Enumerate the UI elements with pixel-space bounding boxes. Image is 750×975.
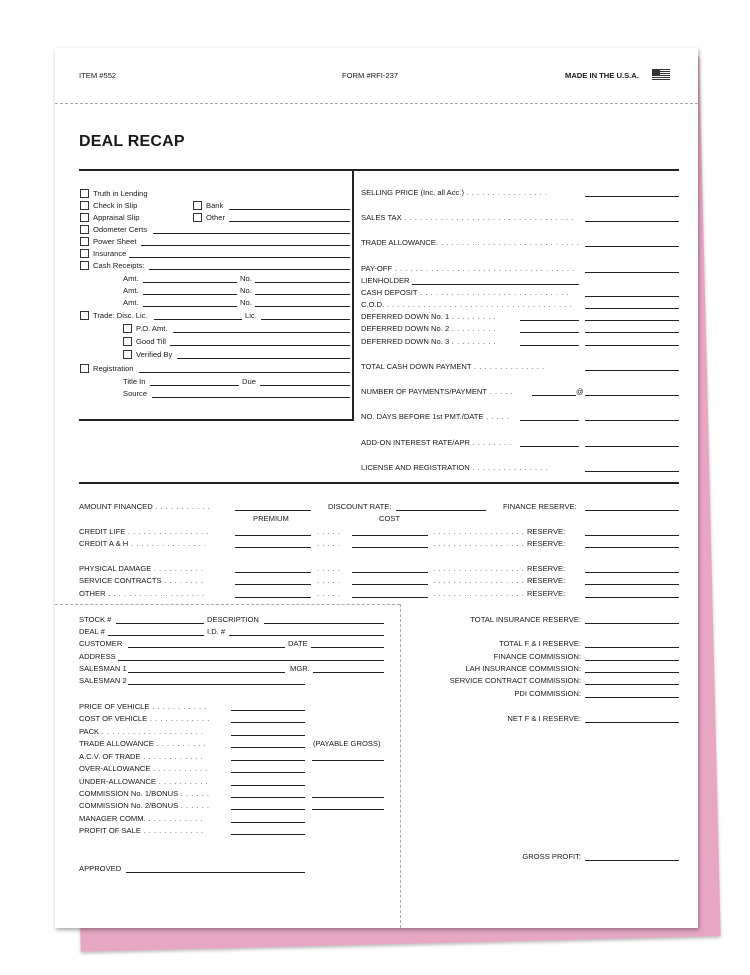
checkbox-trade[interactable] bbox=[80, 311, 89, 320]
salesman1-label: SALESMAN 1 bbox=[79, 664, 127, 673]
physical-damage-reserve-field[interactable] bbox=[585, 572, 679, 573]
registration-label: Registration bbox=[93, 364, 134, 373]
bank-field[interactable] bbox=[229, 209, 350, 210]
number-of-payments-field[interactable] bbox=[532, 395, 576, 396]
other-insurance-label: OTHER . . . . . . . . . . . . . . . . . . . bbox=[79, 589, 205, 598]
title-in-label: Title In bbox=[123, 377, 146, 386]
checkbox-truth-in-lending[interactable] bbox=[80, 189, 89, 198]
checkbox-power-sheet[interactable] bbox=[80, 237, 89, 246]
pdi-commission-label: PDI COMMISSION: bbox=[514, 689, 581, 698]
lienholder-field[interactable] bbox=[412, 284, 579, 285]
good-till-label: Good Till bbox=[136, 337, 166, 346]
physical-damage-reserve-label: . . . . . . . . . . . . . . . . . . RESERVE: bbox=[433, 564, 566, 573]
profit-of-sale-label: PROFIT OF SALE . . . . . . . . . . . . bbox=[79, 826, 204, 835]
odometer-certs-label: Odometer Certs bbox=[93, 225, 148, 234]
no-label: No. bbox=[240, 298, 252, 307]
lic-label: Lic. bbox=[245, 311, 257, 320]
service-contract-commission-label: SERVICE CONTRACT COMMISSION: bbox=[449, 676, 581, 685]
cost-heading: COST bbox=[379, 514, 401, 523]
acv-of-trade-field[interactable] bbox=[231, 760, 305, 761]
total-fi-reserve-label: TOTAL F & I RESERVE: bbox=[498, 639, 581, 648]
credit-life-reserve-field[interactable] bbox=[585, 535, 679, 536]
acv-payable-field[interactable] bbox=[312, 760, 384, 761]
trade-allowance-field[interactable] bbox=[585, 246, 679, 247]
description-field[interactable] bbox=[264, 623, 384, 624]
credit-ah-reserve-label: . . . . . . . . . . . . . . . . . . RESERVE: bbox=[433, 539, 566, 548]
sales-tax-label: SALES TAX . . . . . . . . . . . . . . . . . . . . . . . . . . . . . . . . . bbox=[361, 213, 574, 222]
odometer-certs-field[interactable] bbox=[153, 233, 350, 234]
acv-of-trade-label: A.C.V. OF TRADE . . . . . . . . . . . . bbox=[79, 752, 204, 761]
license-registration-label: LICENSE AND REGISTRATION . . . . . . . . . . . . . . . bbox=[361, 463, 549, 472]
price-of-vehicle-label: PRICE OF VEHICLE . . . . . . . . . . . bbox=[79, 702, 207, 711]
verified-by-field[interactable] bbox=[177, 358, 350, 359]
stock-field[interactable] bbox=[116, 623, 204, 624]
premium-heading: PREMIUM bbox=[253, 514, 289, 523]
cash-deposit-label: CASH DEPOSIT . . . . . . . . . . . . . . . . . . . . . . . . . . . . . bbox=[361, 288, 569, 297]
made-in-usa-label: MADE IN THE U.S.A. bbox=[565, 71, 639, 80]
good-till-field[interactable] bbox=[170, 345, 350, 346]
stock-label: STOCK # bbox=[79, 615, 112, 624]
registration-field[interactable] bbox=[139, 372, 350, 373]
cod-label: C.O.D. . . . . . . . . . . . . . . . . . . . . . . . . . . . . . . . . . . . . bbox=[361, 300, 573, 309]
deal-field[interactable] bbox=[108, 635, 204, 636]
no-label: No. bbox=[240, 274, 252, 283]
checkbox-check-in-slip[interactable] bbox=[80, 201, 89, 210]
first-payment-date-field[interactable] bbox=[585, 420, 679, 421]
finance-commission-label: FINANCE COMMISSION: bbox=[493, 652, 581, 661]
date-label: DATE bbox=[288, 639, 308, 648]
lah-insurance-commission-label: LAH INSURANCE COMMISSION: bbox=[465, 664, 581, 673]
lienholder-label: LIENHOLDER bbox=[361, 276, 410, 285]
checklist-box-divider bbox=[352, 170, 354, 420]
over-allowance-label: OVER-ALLOWANCE . . . . . . . . . . . bbox=[79, 764, 208, 773]
credit-life-cost-field[interactable] bbox=[352, 535, 428, 536]
service-contracts-premium-field[interactable] bbox=[235, 584, 311, 585]
approved-field[interactable] bbox=[126, 872, 305, 873]
id-label: I.D. # bbox=[207, 627, 226, 636]
leader-dots: . . . . . bbox=[317, 576, 341, 585]
apr-field[interactable] bbox=[585, 446, 679, 447]
deferred-down-3-date-field[interactable] bbox=[520, 345, 579, 346]
checkbox-good-till[interactable] bbox=[123, 337, 132, 346]
trade-allowance-label: TRADE ALLOWANCE. . . . . . . . . . . . . . . . . . . . . . . . . . . . bbox=[361, 238, 580, 247]
cod-field[interactable] bbox=[585, 308, 679, 309]
total-insurance-reserve-field[interactable] bbox=[585, 623, 679, 624]
finance-commission-field[interactable] bbox=[585, 660, 679, 661]
other-reserve-field[interactable] bbox=[585, 597, 679, 598]
no-days-label: NO. DAYS BEFORE 1st PMT./DATE . . . . . bbox=[361, 412, 510, 421]
amt-field-3[interactable] bbox=[143, 306, 237, 307]
checkbox-cash-receipts[interactable] bbox=[80, 261, 89, 270]
other-reserve-label: . . . . . . . . . . . . . . . . . . RESERVE: bbox=[433, 589, 566, 598]
perforation-line bbox=[55, 604, 400, 605]
deferred-down-2-field[interactable] bbox=[585, 332, 679, 333]
credit-ah-reserve-field[interactable] bbox=[585, 547, 679, 548]
no-field-1[interactable] bbox=[255, 282, 350, 283]
truth-in-lending-label: Truth in Lending bbox=[93, 189, 148, 198]
amt-label: Amt. bbox=[123, 274, 139, 283]
commission2-payable-field[interactable] bbox=[312, 809, 384, 810]
address-field[interactable] bbox=[118, 660, 384, 661]
us-flag-icon bbox=[652, 69, 670, 80]
bank-label: Bank bbox=[206, 201, 224, 210]
no-field-3[interactable] bbox=[255, 306, 350, 307]
check-in-slip-label: Check in Slip bbox=[93, 201, 138, 210]
checkbox-bank[interactable] bbox=[193, 201, 202, 210]
selling-price-field[interactable] bbox=[585, 196, 679, 197]
checkbox-odometer-certs[interactable] bbox=[80, 225, 89, 234]
deferred-down-2-date-field[interactable] bbox=[520, 332, 579, 333]
net-fi-reserve-label: NET F & I RESERVE: bbox=[507, 714, 581, 723]
leader-dots: . . . . . bbox=[317, 589, 341, 598]
customer-field[interactable] bbox=[128, 647, 285, 648]
trade-disc-lic-label: Trade: Disc. Lic. bbox=[93, 311, 148, 320]
payoff-label: PAY-OFF . . . . . . . . . . . . . . . . . . . . . . . . . . . . . . . . . . . bbox=[361, 264, 575, 273]
checkbox-insurance[interactable] bbox=[80, 249, 89, 258]
lah-insurance-commission-field[interactable] bbox=[585, 672, 679, 673]
salesman2-label: SALESMAN 2 bbox=[79, 676, 127, 685]
mgr-field[interactable] bbox=[313, 672, 384, 673]
amt-label: Amt. bbox=[123, 286, 139, 295]
manager-comm-label: MANAGER COMM. . . . . . . . . . . . bbox=[79, 814, 204, 823]
total-cash-down-label: TOTAL CASH DOWN PAYMENT . . . . . . . . . . . . . . bbox=[361, 362, 545, 371]
amount-financed-label: AMOUNT FINANCED . . . . . . . . . . . bbox=[79, 502, 211, 511]
pdi-commission-field[interactable] bbox=[585, 697, 679, 698]
discount-rate-field[interactable] bbox=[396, 510, 486, 511]
checklist-box-bottom bbox=[79, 419, 354, 421]
physical-damage-cost-field[interactable] bbox=[352, 572, 428, 573]
insurance-field[interactable] bbox=[129, 257, 350, 258]
gross-profit-field[interactable] bbox=[585, 860, 679, 861]
cost-of-vehicle-field[interactable] bbox=[231, 722, 305, 723]
add-on-interest-label: ADD-ON INTEREST RATE/APR . . . . . . . . bbox=[361, 438, 512, 447]
no-label: No. bbox=[240, 286, 252, 295]
total-fi-reserve-field[interactable] bbox=[585, 647, 679, 648]
power-sheet-label: Power Sheet bbox=[93, 237, 137, 246]
leader-dots: . . . . . bbox=[317, 564, 341, 573]
add-on-interest-field[interactable] bbox=[520, 446, 579, 447]
finance-reserve-field[interactable] bbox=[585, 510, 679, 511]
deal-label: DEAL # bbox=[79, 627, 105, 636]
deal-recap-form bbox=[55, 48, 698, 928]
payable-gross-label: (PAYABLE GROSS) bbox=[313, 739, 381, 748]
credit-ah-cost-field[interactable] bbox=[352, 547, 428, 548]
source-field[interactable] bbox=[152, 397, 350, 398]
service-contract-commission-field[interactable] bbox=[585, 684, 679, 685]
cash-receipts-label: Cash Receipts: bbox=[93, 261, 145, 270]
checkbox-po-amt[interactable] bbox=[123, 324, 132, 333]
commission1-field[interactable] bbox=[231, 797, 305, 798]
deferred-down-3-label: DEFERRED DOWN No. 3 . . . . . . . . . bbox=[361, 337, 497, 346]
customer-label: CUSTOMER bbox=[79, 639, 123, 648]
verified-by-label: Verified By bbox=[136, 350, 173, 359]
pack-label: PACK . . . . . . . . . . . . . . . . . . . . bbox=[79, 727, 204, 736]
title-in-field[interactable] bbox=[150, 385, 239, 386]
physical-damage-premium-field[interactable] bbox=[235, 572, 311, 573]
insurance-label: Insurance bbox=[93, 249, 127, 258]
salesman1-field[interactable] bbox=[128, 672, 285, 673]
trade-disc-lic-field[interactable] bbox=[154, 319, 242, 320]
sales-tax-field[interactable] bbox=[585, 221, 679, 222]
source-label: Source bbox=[123, 389, 148, 398]
credit-life-reserve-label: . . . . . . . . . . . . . . . . . . RESERVE: bbox=[433, 527, 566, 536]
under-allowance-field[interactable] bbox=[231, 785, 305, 786]
approved-label: APPROVED bbox=[79, 864, 122, 873]
power-sheet-field[interactable] bbox=[141, 245, 350, 246]
service-contracts-label: SERVICE CONTRACTS . . . . . . . . bbox=[79, 576, 204, 585]
other-label: Other bbox=[206, 213, 225, 222]
gross-profit-label: GROSS PROFIT: bbox=[522, 852, 581, 861]
deferred-down-2-label: DEFERRED DOWN No. 2 . . . . . . . . . bbox=[361, 324, 497, 333]
commission2-field[interactable] bbox=[231, 809, 305, 810]
commission2-label: COMMISSION No. 2/BONUS . . . . . . bbox=[79, 801, 210, 810]
profit-of-sale-field[interactable] bbox=[231, 834, 305, 835]
deferred-down-1-field[interactable] bbox=[585, 320, 679, 321]
cash-receipts-field[interactable] bbox=[149, 269, 350, 270]
amt-field-1[interactable] bbox=[143, 282, 237, 283]
appraisal-slip-label: Appraisal Slip bbox=[93, 213, 140, 222]
credit-life-label: CREDIT LIFE . . . . . . . . . . . . . . . . bbox=[79, 527, 209, 536]
other-cost-field[interactable] bbox=[352, 597, 428, 598]
item-number: ITEM #552 bbox=[79, 71, 117, 80]
payment-amount-field[interactable] bbox=[585, 395, 679, 396]
cash-deposit-field[interactable] bbox=[585, 296, 679, 297]
service-contracts-reserve-label: . . . . . . . . . . . . . . . . . . RESERVE: bbox=[433, 576, 566, 585]
manager-comm-field[interactable] bbox=[231, 822, 305, 823]
id-field[interactable] bbox=[229, 635, 384, 636]
over-allowance-field[interactable] bbox=[231, 772, 305, 773]
salesman2-field[interactable] bbox=[128, 684, 305, 685]
physical-damage-label: PHYSICAL DAMAGE . . . . . . . . . . bbox=[79, 564, 204, 573]
form-number: FORM #RFI-237 bbox=[342, 71, 399, 80]
lic-field[interactable] bbox=[261, 319, 350, 320]
other-field[interactable] bbox=[229, 221, 350, 222]
checkbox-registration[interactable] bbox=[80, 364, 89, 373]
pack-field[interactable] bbox=[231, 735, 305, 736]
due-label: Due bbox=[242, 377, 256, 386]
top-rule bbox=[79, 169, 679, 171]
address-label: ADDRESS bbox=[79, 652, 116, 661]
cost-of-vehicle-label: COST OF VEHICLE . . . . . . . . . . . . bbox=[79, 714, 210, 723]
amt-field-2[interactable] bbox=[143, 294, 237, 295]
no-field-2[interactable] bbox=[255, 294, 350, 295]
perforation-line bbox=[400, 604, 401, 928]
at-sign: @ bbox=[576, 387, 584, 396]
discount-rate-label: DISCOUNT RATE: bbox=[328, 502, 392, 511]
finance-reserve-label: FINANCE RESERVE: bbox=[503, 502, 577, 511]
deferred-down-3-field[interactable] bbox=[585, 345, 679, 346]
checkbox-appraisal-slip[interactable] bbox=[80, 213, 89, 222]
middle-rule bbox=[79, 482, 679, 484]
no-days-field[interactable] bbox=[520, 420, 579, 421]
total-cash-down-field[interactable] bbox=[585, 370, 679, 371]
checkbox-verified-by[interactable] bbox=[123, 350, 132, 359]
number-of-payments-label: NUMBER OF PAYMENTS/PAYMENT . . . . . bbox=[361, 387, 514, 396]
credit-life-premium-field[interactable] bbox=[235, 535, 311, 536]
date-field[interactable] bbox=[311, 647, 384, 648]
due-field[interactable] bbox=[260, 385, 350, 386]
selling-price-label: SELLING PRICE (Inc. all Acc.) . . . . . . . . . . . . . . . . bbox=[361, 188, 548, 197]
description-label: DESCRIPTION bbox=[207, 615, 259, 624]
deferred-down-1-date-field[interactable] bbox=[520, 320, 579, 321]
credit-ah-label: CREDIT A & H . . . . . . . . . . . . . . . bbox=[79, 539, 207, 548]
credit-ah-premium-field[interactable] bbox=[235, 547, 311, 548]
service-contracts-cost-field[interactable] bbox=[352, 584, 428, 585]
checkbox-other[interactable] bbox=[193, 213, 202, 222]
leader-dots: . . . . . bbox=[317, 527, 341, 536]
service-contracts-reserve-field[interactable] bbox=[585, 584, 679, 585]
form-title: DEAL RECAP bbox=[79, 133, 185, 150]
trade-allowance-gross-label: TRADE ALLOWANCE . . . . . . . . . . bbox=[79, 739, 207, 748]
po-amt-label: P.O. Amt. bbox=[136, 324, 168, 333]
under-allowance-label: UNDER-ALLOWANCE . . . . . . . . . . bbox=[79, 777, 209, 786]
net-fi-reserve-field[interactable] bbox=[585, 722, 679, 723]
amt-label: Amt. bbox=[123, 298, 139, 307]
other-premium-field[interactable] bbox=[235, 597, 311, 598]
commission1-payable-field[interactable] bbox=[312, 797, 384, 798]
total-insurance-reserve-label: TOTAL INSURANCE RESERVE: bbox=[470, 615, 581, 624]
license-registration-field[interactable] bbox=[585, 471, 679, 472]
commission1-label: COMMISSION No. 1/BONUS . . . . . . bbox=[79, 789, 210, 798]
perforation-line bbox=[55, 103, 698, 104]
trade-allowance-gross-field[interactable] bbox=[231, 747, 305, 748]
payoff-field[interactable] bbox=[585, 272, 679, 273]
po-amt-field[interactable] bbox=[173, 332, 350, 333]
deferred-down-1-label: DEFERRED DOWN No. 1 . . . . . . . . . bbox=[361, 312, 497, 321]
leader-dots: . . . . . bbox=[317, 539, 341, 548]
mgr-label: MGR. bbox=[290, 664, 310, 673]
price-of-vehicle-field[interactable] bbox=[231, 710, 305, 711]
amount-financed-field[interactable] bbox=[235, 510, 311, 511]
